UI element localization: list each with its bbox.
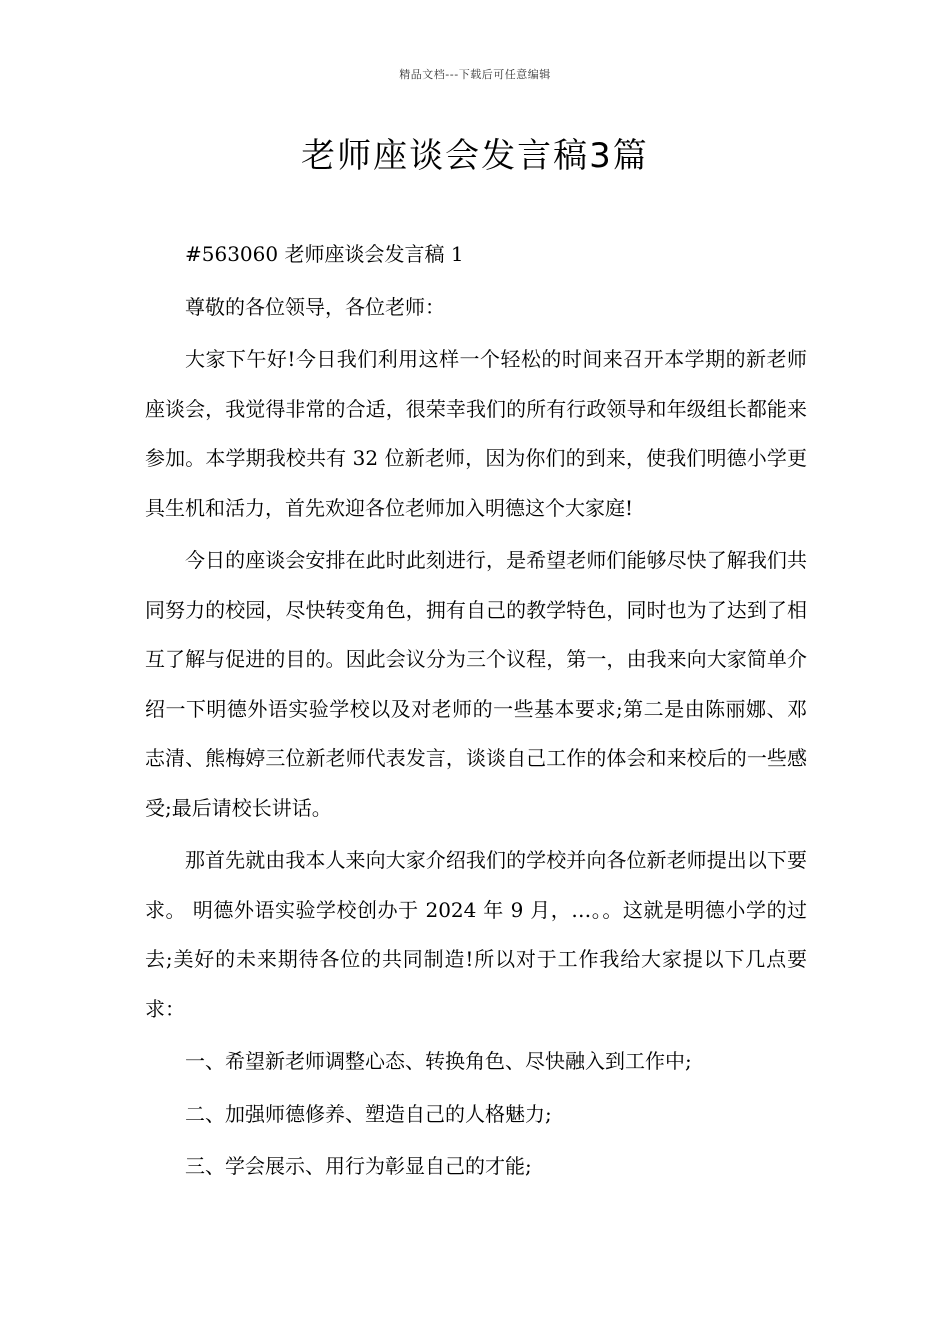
paragraph: 今日的座谈会安排在此时此刻进行，是希望老师们能够尽快了解我们共同努力的校园，尽快转变角色，拥有自己的教学特色，同时也为了达到了相互了解与促进的目的。因此会议分为三个议程，第一，由我来向大家简单介绍一下明德外语实验学校以及对老师的一些基本要求;第二是由陈丽娜、邓志清、熊梅婷三位新老师代表发言，谈谈自己工作的体会和来校后的一些感受;最后请校长讲话。 bbox=[145, 548, 807, 820]
list-item: 二、加强师德修养、塑造自己的人格魅力; bbox=[185, 1101, 552, 1126]
document-body bbox=[145, 230, 807, 1195]
list-item: 一、希望新老师调整心态、转换角色、尽快融入到工作中; bbox=[185, 1049, 692, 1073]
paragraph-heading: #563060 老师座谈会发言稿 1 bbox=[185, 242, 464, 266]
document-title: 老师座谈会发言稿3篇 bbox=[301, 136, 649, 176]
paragraph: 那首先就由我本人来向大家介绍我们的学校并向各位新老师提出以下要求。 明德外语实验学校创办于 2024 年 9 月，…。。这就是明德小学的过去;美好的未来期待各位的共同制造!所以对于工作我给大家提以下几点要求： bbox=[145, 848, 807, 1021]
paragraph-salutation: 尊敬的各位领导，各位老师： bbox=[185, 294, 445, 319]
page-header-note: 精品文档---下载后可任意编辑 bbox=[399, 68, 551, 81]
list-item: 三、学会展示、用行为彰显自己的才能; bbox=[185, 1154, 532, 1178]
paragraph: 大家下午好!今日我们利用这样一个轻松的时间来召开本学期的新老师座谈会，我觉得非常的合适，很荣幸我们的所有行政领导和年级组长都能来参加。本学期我校共有 32 位新老师，因为你们的到来，使我们明德小学更具生机和活力，首先欢迎各位老师加入明德这个大家庭! bbox=[145, 347, 807, 520]
